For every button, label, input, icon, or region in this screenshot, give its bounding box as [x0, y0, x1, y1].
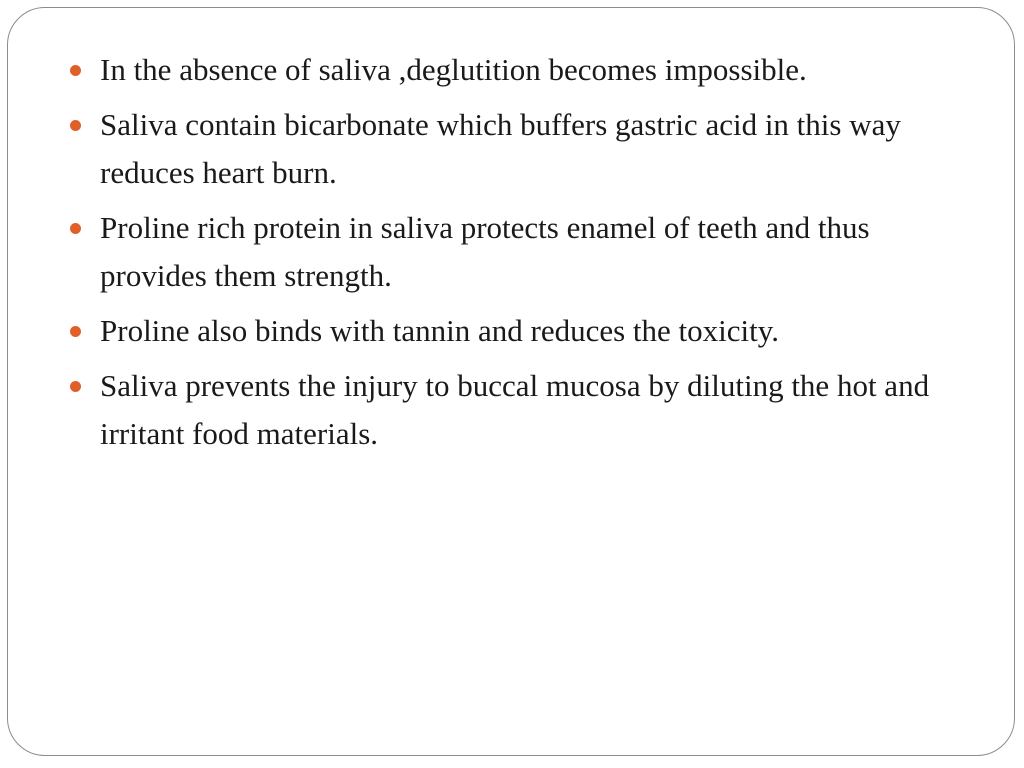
bullet-dot-icon — [70, 326, 81, 337]
bullet-text: Saliva contain bicarbonate which buffers gastric acid in this way reduces heart burn. — [100, 107, 901, 190]
bullet-item — [70, 307, 970, 355]
bullet-item — [70, 46, 970, 94]
bullet-item — [70, 362, 970, 458]
bullet-text: Proline rich protein in saliva protects enamel of teeth and thus provides them strength. — [100, 210, 870, 293]
bullet-text: Saliva prevents the injury to buccal mucosa by diluting the hot and irritant food materials. — [100, 368, 930, 451]
bullet-item — [70, 204, 970, 300]
bullet-dot-icon — [70, 65, 81, 76]
bullet-item — [70, 101, 970, 197]
slide — [7, 7, 1015, 756]
bullet-text: In the absence of saliva ,deglutition becomes impossible. — [100, 52, 807, 87]
bullet-list — [70, 46, 970, 465]
bullet-dot-icon — [70, 120, 81, 131]
bullet-text: Proline also binds with tannin and reduces the toxicity. — [100, 313, 780, 348]
bullet-dot-icon — [70, 381, 81, 392]
bullet-dot-icon — [70, 223, 81, 234]
